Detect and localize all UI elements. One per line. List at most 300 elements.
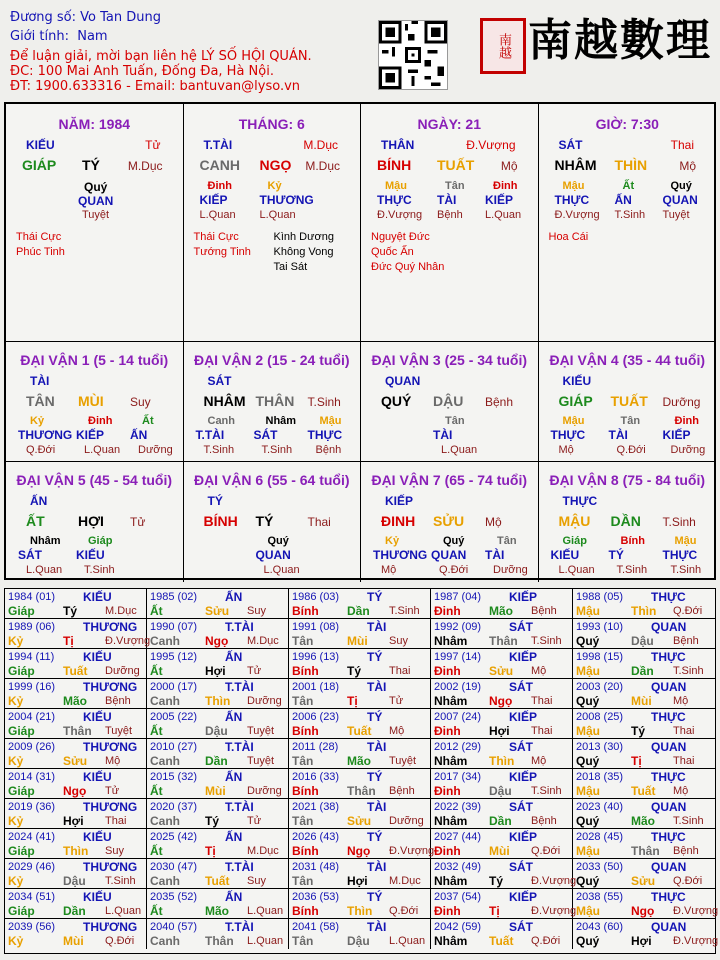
year-stem: Ất xyxy=(150,844,163,858)
hidden-star: ẤN xyxy=(614,193,632,207)
hidden-stem: Nhâm xyxy=(265,415,297,427)
year-qi: Tuyệt xyxy=(105,725,133,737)
year-stem: Quý xyxy=(576,694,600,708)
year-stem: Kỷ xyxy=(8,634,24,648)
dai-van-title: ĐẠI VẬN 5 (45 - 54 tuổi) xyxy=(16,472,173,488)
hidden-qi: L.Quan xyxy=(263,564,300,576)
hidden-qi: T.Sinh xyxy=(670,564,702,576)
year-cell xyxy=(289,799,431,829)
year-label: 2003 (20) xyxy=(576,681,624,693)
year-qi: T.Sinh xyxy=(105,875,136,887)
year-qi: Suy xyxy=(247,875,266,887)
year-qi: Q.Đới xyxy=(389,905,419,917)
year-stem: Bính xyxy=(292,784,319,798)
hidden-star: TÝ xyxy=(608,548,624,562)
year-stem: Giáp xyxy=(8,724,35,738)
year-qi: Thai xyxy=(389,665,411,677)
year-star: THƯƠNG xyxy=(83,920,138,934)
year-star: T.TÀI xyxy=(225,680,254,694)
year-star: TÀI xyxy=(367,620,387,634)
year-label: 2022 (39) xyxy=(434,801,482,813)
year-branch: Tuất xyxy=(347,724,372,738)
pillar-branch-qi: M.Dục xyxy=(127,159,163,173)
gender-label: Giới tính: xyxy=(10,29,69,44)
owner-name: Đương số: Vo Tan Dung xyxy=(10,10,161,25)
dai-van-qi: Dưỡng xyxy=(662,395,701,409)
year-cell xyxy=(289,649,431,679)
year-branch: Dần xyxy=(63,904,86,918)
year-cell xyxy=(147,769,289,799)
dai-van-stem: QUÝ xyxy=(381,393,412,409)
year-label: 2024 (41) xyxy=(8,831,56,843)
dai-van-stem: GIÁP xyxy=(558,393,593,409)
year-stem: Mậu xyxy=(576,844,600,858)
year-qi: Suy xyxy=(389,635,408,647)
year-cell xyxy=(147,679,289,709)
year-stem: Ất xyxy=(150,664,163,678)
hidden-qi: Q.Đới xyxy=(439,564,469,576)
year-cell xyxy=(431,799,573,829)
year-star: QUAN xyxy=(651,920,687,934)
year-label: 2028 (45) xyxy=(576,831,624,843)
year-label: 2030 (47) xyxy=(150,861,198,873)
phone-email-line[interactable]: ĐT: 1900.633316 - Email: bantuvan@lyso.vn xyxy=(10,79,301,94)
pillar-branch-qi: M.Dục xyxy=(305,159,340,173)
hidden-qi: T.Sinh xyxy=(84,564,115,576)
year-branch: Dậu xyxy=(631,634,654,648)
dai-van-title: ĐẠI VẬN 4 (35 - 44 tuổi) xyxy=(549,352,706,368)
year-qi: Q.Đới xyxy=(105,935,135,947)
year-star: THỰC xyxy=(651,710,686,724)
hidden-stem: Mậu xyxy=(562,180,585,192)
year-branch: Tý xyxy=(489,874,504,888)
year-label: 1989 (06) xyxy=(8,621,56,633)
year-cell xyxy=(431,679,573,709)
dai-van-qi: Thai xyxy=(307,515,331,529)
year-cell xyxy=(5,829,147,859)
year-label: 1987 (04) xyxy=(434,591,482,603)
hidden-star: THỰC xyxy=(554,193,590,207)
pillar-cell xyxy=(6,104,184,342)
year-qi: M.Dục xyxy=(389,875,421,887)
year-star: ẤN xyxy=(225,650,243,664)
year-cell xyxy=(147,829,289,859)
year-branch: Thân xyxy=(631,844,660,858)
year-qi: Bệnh xyxy=(105,695,131,707)
year-qi: Thai xyxy=(673,755,695,767)
year-branch: Sửu xyxy=(489,664,514,678)
dai-van-star: QUAN xyxy=(385,374,421,388)
year-cell xyxy=(573,829,715,859)
hidden-stem: Đinh xyxy=(674,415,699,427)
year-stem: Mậu xyxy=(576,604,600,618)
dai-van-star: ẤN xyxy=(30,494,48,508)
dai-van-star: KIẾU xyxy=(562,374,592,388)
year-branch: Tị xyxy=(63,634,74,648)
hidden-star: THỰC xyxy=(377,193,412,207)
year-star: TÀI xyxy=(367,800,387,814)
year-branch: Hợi xyxy=(489,724,510,738)
year-label: 1996 (13) xyxy=(292,651,340,663)
year-stem: Quý xyxy=(576,934,600,948)
pillar-branch-qi: Mộ xyxy=(500,159,518,173)
year-branch: Mão xyxy=(205,904,229,918)
year-stem: Bính xyxy=(292,844,319,858)
year-label: 1988 (05) xyxy=(576,591,624,603)
year-label: 2012 (29) xyxy=(434,741,482,753)
hidden-star: KIẾU xyxy=(76,548,105,562)
year-branch: Tuất xyxy=(489,934,514,948)
hidden-star: QUAN xyxy=(662,193,698,207)
pillar-branch: TÝ xyxy=(82,157,100,173)
hidden-star: KIẾP xyxy=(662,428,691,442)
year-cell xyxy=(431,919,573,949)
header xyxy=(0,0,720,100)
year-star: KIẾU xyxy=(83,710,112,724)
year-label: 2026 (43) xyxy=(292,831,340,843)
year-qi: Đ.Vượng xyxy=(531,875,577,887)
year-qi: Mộ xyxy=(673,785,689,797)
year-label: 2008 (25) xyxy=(576,711,624,723)
hidden-qi: Q.Đới xyxy=(616,444,646,456)
year-label: 2014 (31) xyxy=(8,771,56,783)
dai-van-cell xyxy=(361,462,539,582)
year-label: 2023 (40) xyxy=(576,801,624,813)
dai-van-cell xyxy=(184,342,362,462)
hidden-star: THƯƠNG xyxy=(373,548,428,562)
pillar-cell xyxy=(539,104,717,342)
year-stem: Nhâm xyxy=(434,814,468,828)
year-branch: Thân xyxy=(205,934,234,948)
year-star: THỰC xyxy=(651,890,686,904)
year-cell xyxy=(289,859,431,889)
dai-van-star: SÁT xyxy=(207,374,232,388)
year-label: 1984 (01) xyxy=(8,591,56,603)
year-star: THỰC xyxy=(651,770,686,784)
year-stem: Bính xyxy=(292,604,319,618)
year-qi: Thai xyxy=(673,725,695,737)
year-label: 1993 (10) xyxy=(576,621,624,633)
dai-van-title: ĐẠI VẬN 3 (25 - 34 tuổi) xyxy=(371,352,528,368)
year-stem: Kỷ xyxy=(8,934,24,948)
year-stem: Giáp xyxy=(8,664,35,678)
dai-van-branch: HỢI xyxy=(78,513,104,529)
year-star: SÁT xyxy=(509,740,533,754)
year-star: TÝ xyxy=(367,770,383,784)
year-star: SÁT xyxy=(509,800,533,814)
year-branch: Hợi xyxy=(205,664,226,678)
hidden-stem: Mậu xyxy=(674,535,697,547)
year-qi: Mộ xyxy=(673,695,689,707)
year-label: 2032 (49) xyxy=(434,861,482,873)
year-label: 2016 (33) xyxy=(292,771,340,783)
pillar-top-qi: M.Dục xyxy=(303,138,338,152)
hidden-stem: Nhâm xyxy=(30,535,61,547)
year-stem: Đinh xyxy=(434,604,461,618)
year-star: TÀI xyxy=(367,740,387,754)
year-branch: Sửu xyxy=(347,814,372,828)
year-cell xyxy=(5,679,147,709)
hidden-star: KIẾP xyxy=(76,428,105,442)
dai-van-title: ĐẠI VẬN 1 (5 - 14 tuổi) xyxy=(20,352,169,368)
year-cell xyxy=(431,589,573,619)
year-qi: Thai xyxy=(531,695,553,707)
year-label: 2015 (32) xyxy=(150,771,198,783)
year-branch: Dần xyxy=(489,814,512,828)
year-star: T.TÀI xyxy=(225,620,254,634)
dai-van-title: ĐẠI VẬN 7 (65 - 74 tuổi) xyxy=(371,472,528,488)
year-cell xyxy=(431,709,573,739)
hidden-stem: Quý xyxy=(443,535,465,547)
qr-code-icon xyxy=(378,20,448,90)
year-cell xyxy=(289,829,435,859)
year-branch: Dần xyxy=(631,664,654,678)
year-cell xyxy=(147,799,289,829)
year-star: T.TÀI xyxy=(225,800,254,814)
year-cell xyxy=(289,889,431,919)
year-qi: Tử xyxy=(247,665,262,677)
year-stem: Quý xyxy=(576,634,600,648)
year-star: SÁT xyxy=(509,920,533,934)
year-star: KIẾU xyxy=(83,590,112,604)
year-qi: Bệnh xyxy=(673,635,699,647)
year-cell xyxy=(573,709,715,739)
year-label: 2020 (37) xyxy=(150,801,198,813)
year-qi: Tử xyxy=(105,785,120,797)
year-qi: Đ.Vượng xyxy=(389,845,435,857)
year-cell xyxy=(573,799,715,829)
hidden-qi: L.Quan xyxy=(199,209,236,221)
year-star: KIẾU xyxy=(83,650,112,664)
year-qi: Tuyệt xyxy=(247,725,275,737)
year-branch: Mão xyxy=(347,754,371,768)
dai-van-branch: SỬU xyxy=(433,513,465,529)
year-branch: Thân xyxy=(489,634,518,648)
hidden-star: SÁT xyxy=(253,428,278,442)
hidden-star: TÀI xyxy=(433,428,453,442)
hidden-star: KIẾP xyxy=(485,193,514,207)
pillar-branch-qi: Mộ xyxy=(679,159,696,173)
year-star: ẤN xyxy=(225,590,243,604)
year-branch: Mùi xyxy=(347,634,368,648)
hidden-star: SÁT xyxy=(18,548,42,562)
pillar-branch: TUẤT xyxy=(437,157,475,173)
hidden-star: THỰC xyxy=(307,428,343,442)
year-stem: Đinh xyxy=(434,904,461,918)
year-cell xyxy=(147,739,289,769)
dai-van-star: THỰC xyxy=(562,494,598,508)
year-branch: Tị xyxy=(631,754,642,768)
year-star: KIẾP xyxy=(509,710,538,724)
year-branch: Mùi xyxy=(205,784,226,798)
hidden-star: TÀI xyxy=(608,428,628,442)
year-stem: Kỷ xyxy=(8,754,24,768)
year-branch: Mùi xyxy=(489,844,510,858)
hidden-stem: Kỷ xyxy=(30,415,45,427)
dai-van-qi: Mộ xyxy=(485,515,502,529)
year-stem: Tân xyxy=(292,814,314,828)
year-branch: Thìn xyxy=(489,754,515,768)
dai-van-branch: THÂN xyxy=(255,393,295,409)
year-branch: Ngọ xyxy=(205,634,229,648)
year-qi: Suy xyxy=(247,605,266,617)
year-qi: Đ.Vượng xyxy=(673,935,719,947)
year-cell xyxy=(431,649,573,679)
year-branch: Thân xyxy=(63,724,92,738)
hidden-stem: Đinh xyxy=(207,180,232,192)
hidden-stem: Giáp xyxy=(88,535,113,547)
hidden-stem: Quý xyxy=(670,180,692,192)
year-qi: Tuyệt xyxy=(247,755,275,767)
year-cell xyxy=(5,799,147,829)
year-label: 2039 (56) xyxy=(8,921,56,933)
year-stem: Bính xyxy=(292,664,319,678)
pillar-title: NĂM: 1984 xyxy=(58,116,131,132)
spirit-star: Đức Quý Nhân xyxy=(371,261,445,273)
year-stem: Giáp xyxy=(8,784,35,798)
year-star: KIẾP xyxy=(509,770,538,784)
year-cell xyxy=(431,829,573,859)
year-cell xyxy=(289,919,431,949)
year-cell xyxy=(289,709,431,739)
year-branch: Thìn xyxy=(631,604,657,618)
year-qi: T.Sinh xyxy=(673,665,704,677)
pillar-stem: NHÂM xyxy=(554,157,597,173)
year-stem: Ất xyxy=(150,604,163,618)
year-cell xyxy=(431,739,573,769)
year-stem: Nhâm xyxy=(434,754,468,768)
dai-van-stem: ẤT xyxy=(26,513,45,529)
year-qi: Bệnh xyxy=(673,845,699,857)
hidden-stem: Ất xyxy=(142,415,154,427)
red-seal-logo: 南越 xyxy=(480,18,526,74)
dai-van-branch: TUẤT xyxy=(610,393,648,409)
year-cell xyxy=(147,589,289,619)
pillar-top-star: T.TÀI xyxy=(203,138,233,152)
hidden-qi: Dưỡng xyxy=(138,444,173,456)
year-star: KIẾP xyxy=(509,650,538,664)
year-star: TÀI xyxy=(367,680,387,694)
year-qi: Bệnh xyxy=(531,605,557,617)
hidden-qi: L.Quan xyxy=(84,444,121,456)
year-label: 2018 (35) xyxy=(576,771,624,783)
year-label: 1995 (12) xyxy=(150,651,198,663)
year-star: T.TÀI xyxy=(225,740,254,754)
year-star: SÁT xyxy=(509,680,533,694)
spirit-star: Không Vong xyxy=(273,246,334,258)
dai-van-cell xyxy=(361,342,539,462)
year-stem: Kỷ xyxy=(8,874,24,888)
year-star: THỰC xyxy=(651,590,686,604)
year-label: 2009 (26) xyxy=(8,741,56,753)
year-stem: Nhâm xyxy=(434,694,468,708)
year-label: 2042 (59) xyxy=(434,921,482,933)
hidden-qi: Tuyệt xyxy=(82,209,110,221)
hidden-stem: Canh xyxy=(207,415,235,427)
year-star: QUAN xyxy=(651,800,687,814)
year-star: ẤN xyxy=(225,710,243,724)
year-star: TÝ xyxy=(367,650,383,664)
spirit-star: Thái Cực xyxy=(16,231,62,243)
year-qi: Tuyệt xyxy=(389,755,417,767)
year-branch: Ngọ xyxy=(63,784,87,798)
pillar-branch: THÌN xyxy=(614,157,648,173)
year-label: 1998 (15) xyxy=(576,651,624,663)
year-star: TÀI xyxy=(367,920,387,934)
hidden-stem: Mậu xyxy=(319,415,342,427)
year-star: THƯƠNG xyxy=(83,800,138,814)
year-cell xyxy=(573,679,715,709)
dai-van-qi: T.Sinh xyxy=(662,515,696,529)
year-label: 2002 (19) xyxy=(434,681,482,693)
hidden-qi: T.Sinh xyxy=(614,209,646,221)
hidden-star: T.TÀI xyxy=(195,428,225,442)
year-cell xyxy=(5,919,147,949)
hidden-qi: L.Quan xyxy=(26,564,63,576)
pillar-cell xyxy=(184,104,362,342)
spirit-star: Kình Dương xyxy=(273,231,334,243)
year-branch: Dậu xyxy=(205,724,228,738)
hidden-qi: L.Quan xyxy=(441,444,478,456)
hidden-qi: Dưỡng xyxy=(670,444,706,456)
hidden-star: QUAN xyxy=(78,194,114,208)
year-branch: Ngọ xyxy=(347,844,371,858)
year-stem: Mậu xyxy=(576,664,600,678)
year-qi: M.Dục xyxy=(105,605,137,617)
hidden-star: THƯƠNG xyxy=(259,193,314,207)
year-cell xyxy=(573,769,715,799)
hidden-qi: Đ.Vượng xyxy=(554,209,600,221)
hidden-qi: L.Quan xyxy=(558,564,595,576)
year-branch: Tuất xyxy=(63,664,88,678)
year-label: 2001 (18) xyxy=(292,681,340,693)
year-label: 1986 (03) xyxy=(292,591,340,603)
year-cell xyxy=(289,769,431,799)
year-cell xyxy=(5,709,147,739)
year-branch: Tị xyxy=(205,844,216,858)
year-stem: Canh xyxy=(150,754,180,768)
year-label: 2007 (24) xyxy=(434,711,482,723)
year-star: TÀI xyxy=(367,860,387,874)
pillar-stem: GIÁP xyxy=(22,157,57,173)
dai-van-cell xyxy=(6,462,184,582)
year-branch: Thìn xyxy=(347,904,373,918)
year-star: THƯƠNG xyxy=(83,680,138,694)
year-branch: Dậu xyxy=(347,934,370,948)
year-stem: Quý xyxy=(576,874,600,888)
year-star: TÝ xyxy=(367,710,383,724)
year-star: THƯƠNG xyxy=(83,740,138,754)
year-branch: Mão xyxy=(63,694,87,708)
hidden-qi: T.Sinh xyxy=(616,564,648,576)
year-qi: T.Sinh xyxy=(531,785,562,797)
year-qi: Mộ xyxy=(389,725,405,737)
year-stem: Kỷ xyxy=(8,814,24,828)
dai-van-star: TÝ xyxy=(207,494,223,508)
year-qi: T.Sinh xyxy=(389,605,420,617)
year-label: 2041 (58) xyxy=(292,921,340,933)
spirit-star: Tướng Tinh xyxy=(193,246,251,258)
year-cell xyxy=(431,769,573,799)
year-stem: Đinh xyxy=(434,844,461,858)
year-cell xyxy=(147,709,289,739)
year-label: 1991 (08) xyxy=(292,621,340,633)
year-stem: Bính xyxy=(292,904,319,918)
year-star: ẤN xyxy=(225,830,243,844)
year-stem: Tân xyxy=(292,634,314,648)
hidden-qi: Mộ xyxy=(558,444,574,456)
year-cell xyxy=(5,619,151,649)
